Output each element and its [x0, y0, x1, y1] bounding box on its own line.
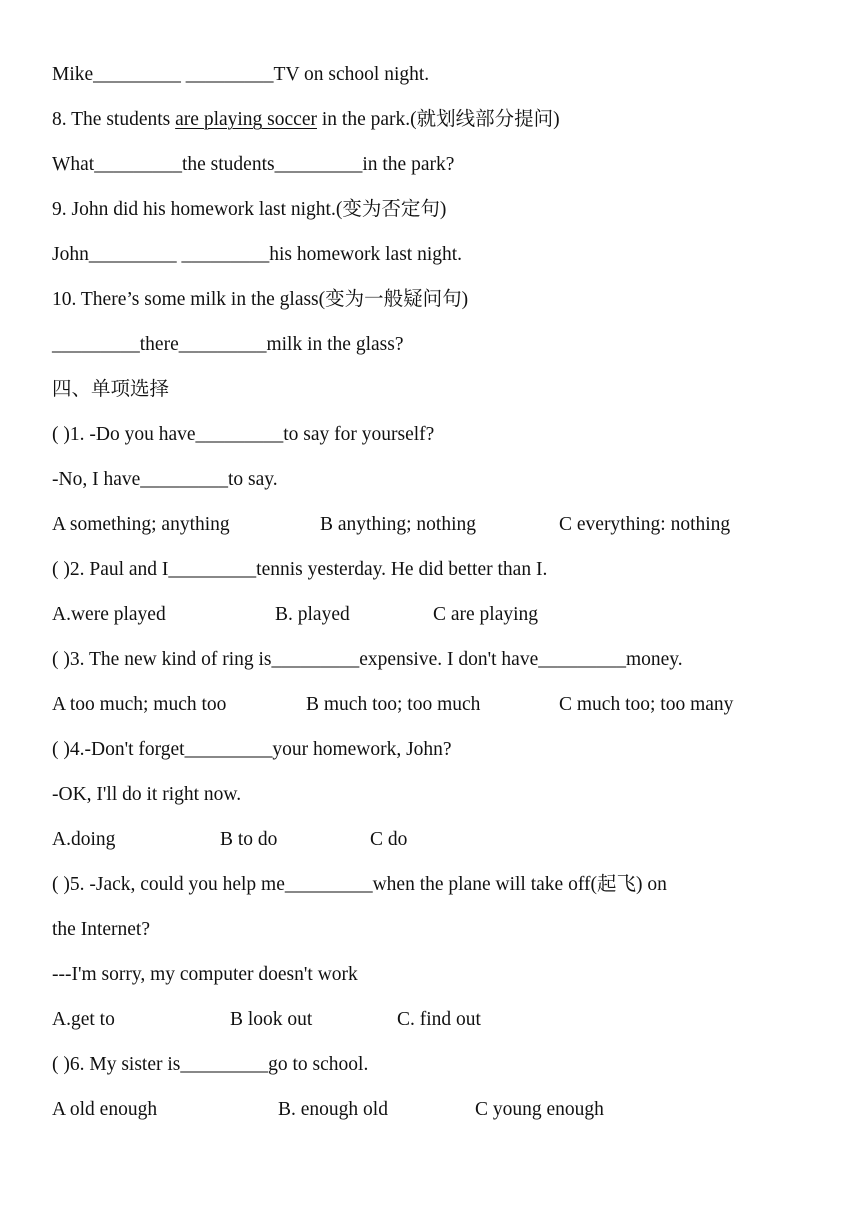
- mc-question-4-options: [52, 821, 842, 866]
- mc-question-4-reply: [52, 776, 842, 821]
- mc-question-5-option-c[interactable]: C. find out: [397, 1009, 481, 1030]
- question-10-answer-text: _________there_________milk in the glass?: [52, 334, 404, 355]
- mc-question-5-stem-continued: [52, 911, 842, 956]
- mc-question-6-options: [52, 1091, 842, 1136]
- mc-question-2-text: ( )2. Paul and I_________tennis yesterday. He did better than I.: [52, 559, 548, 580]
- mc-question-3-option-c[interactable]: C much too; too many: [559, 694, 734, 715]
- mc-question-5-option-b[interactable]: B look out: [230, 1009, 313, 1030]
- mc-question-6-option-a[interactable]: A old enough: [52, 1099, 158, 1120]
- mc-question-5-options: [52, 1001, 842, 1046]
- question-10-text: 10. There’s some milk in the glass(变为一般疑问句): [52, 289, 469, 310]
- question-10-answer-line: [52, 326, 842, 371]
- mc-question-2-options: [52, 596, 842, 641]
- mc-question-3-option-a[interactable]: A too much; much too: [52, 694, 227, 715]
- section-title: [52, 371, 842, 416]
- question-7-answer-text: Mike_________ _________TV on school night.: [52, 64, 430, 85]
- mc-question-4-option-b[interactable]: B to do: [220, 829, 278, 850]
- mc-question-5-text-continued: the Internet?: [52, 919, 150, 940]
- mc-question-4-stem: [52, 731, 842, 776]
- question-9-answer-line: [52, 236, 842, 281]
- question-8-answer-text: What_________the students_________in the park?: [52, 154, 455, 175]
- mc-question-1-stem: [52, 416, 842, 461]
- mc-question-1-reply-text: -No, I have_________to say.: [52, 469, 278, 490]
- mc-question-3-option-b[interactable]: B much too; too much: [306, 694, 481, 715]
- mc-question-3-text: ( )3. The new kind of ring is_________expensive. I don't have_________money.: [52, 649, 683, 670]
- mc-question-5-reply: [52, 956, 842, 1001]
- mc-question-2-option-a[interactable]: A.were played: [52, 604, 166, 625]
- mc-question-1-reply: [52, 461, 842, 506]
- mc-question-1-option-b[interactable]: B anything; nothing: [320, 514, 476, 535]
- mc-question-4-text: ( )4.-Don't forget_________your homework, John?: [52, 739, 452, 760]
- mc-question-3-options: [52, 686, 842, 731]
- question-7-answer-line: [52, 56, 842, 101]
- mc-question-5-reply-text: ---I'm sorry, my computer doesn't work: [52, 964, 358, 985]
- mc-question-6-option-b[interactable]: B. enough old: [278, 1099, 388, 1120]
- question-9-prompt: [52, 191, 842, 236]
- mc-question-2-stem: [52, 551, 842, 596]
- mc-question-2-option-b[interactable]: B. played: [275, 604, 350, 625]
- question-9-answer-text: John_________ _________his homework last night.: [52, 244, 463, 265]
- question-8-answer-line: [52, 146, 842, 191]
- mc-question-5-stem: [52, 866, 842, 911]
- worksheet-page: [52, 56, 842, 1136]
- question-8-prompt: [52, 101, 842, 146]
- section-title-text: 四、单项选择: [52, 379, 170, 400]
- question-10-prompt: [52, 281, 842, 326]
- question-8-prefix: 8. The students: [52, 109, 176, 130]
- mc-question-5-option-a[interactable]: A.get to: [52, 1009, 115, 1030]
- mc-question-6-text: ( )6. My sister is_________go to school.: [52, 1054, 369, 1075]
- mc-question-6-stem: [52, 1046, 842, 1091]
- question-9-text: 9. John did his homework last night.(变为否定句): [52, 199, 447, 220]
- mc-question-2-option-c[interactable]: C are playing: [433, 604, 539, 625]
- mc-question-3-stem: [52, 641, 842, 686]
- mc-question-4-option-a[interactable]: A.doing: [52, 829, 116, 850]
- question-8-underlined-phrase: are playing soccer: [175, 109, 317, 130]
- mc-question-6-option-c[interactable]: C young enough: [475, 1099, 604, 1120]
- mc-question-1-options: [52, 506, 842, 551]
- mc-question-1-option-a[interactable]: A something; anything: [52, 514, 230, 535]
- question-8-suffix: in the park.(就划线部分提问): [316, 109, 560, 130]
- mc-question-4-option-c[interactable]: C do: [370, 829, 408, 850]
- mc-question-4-reply-text: -OK, I'll do it right now.: [52, 784, 242, 805]
- mc-question-1-option-c[interactable]: C everything: nothing: [559, 514, 731, 535]
- mc-question-1-text: ( )1. -Do you have_________to say for yourself?: [52, 424, 435, 445]
- mc-question-5-text: ( )5. -Jack, could you help me_________when the plane will take off(起飞) on: [52, 874, 667, 895]
